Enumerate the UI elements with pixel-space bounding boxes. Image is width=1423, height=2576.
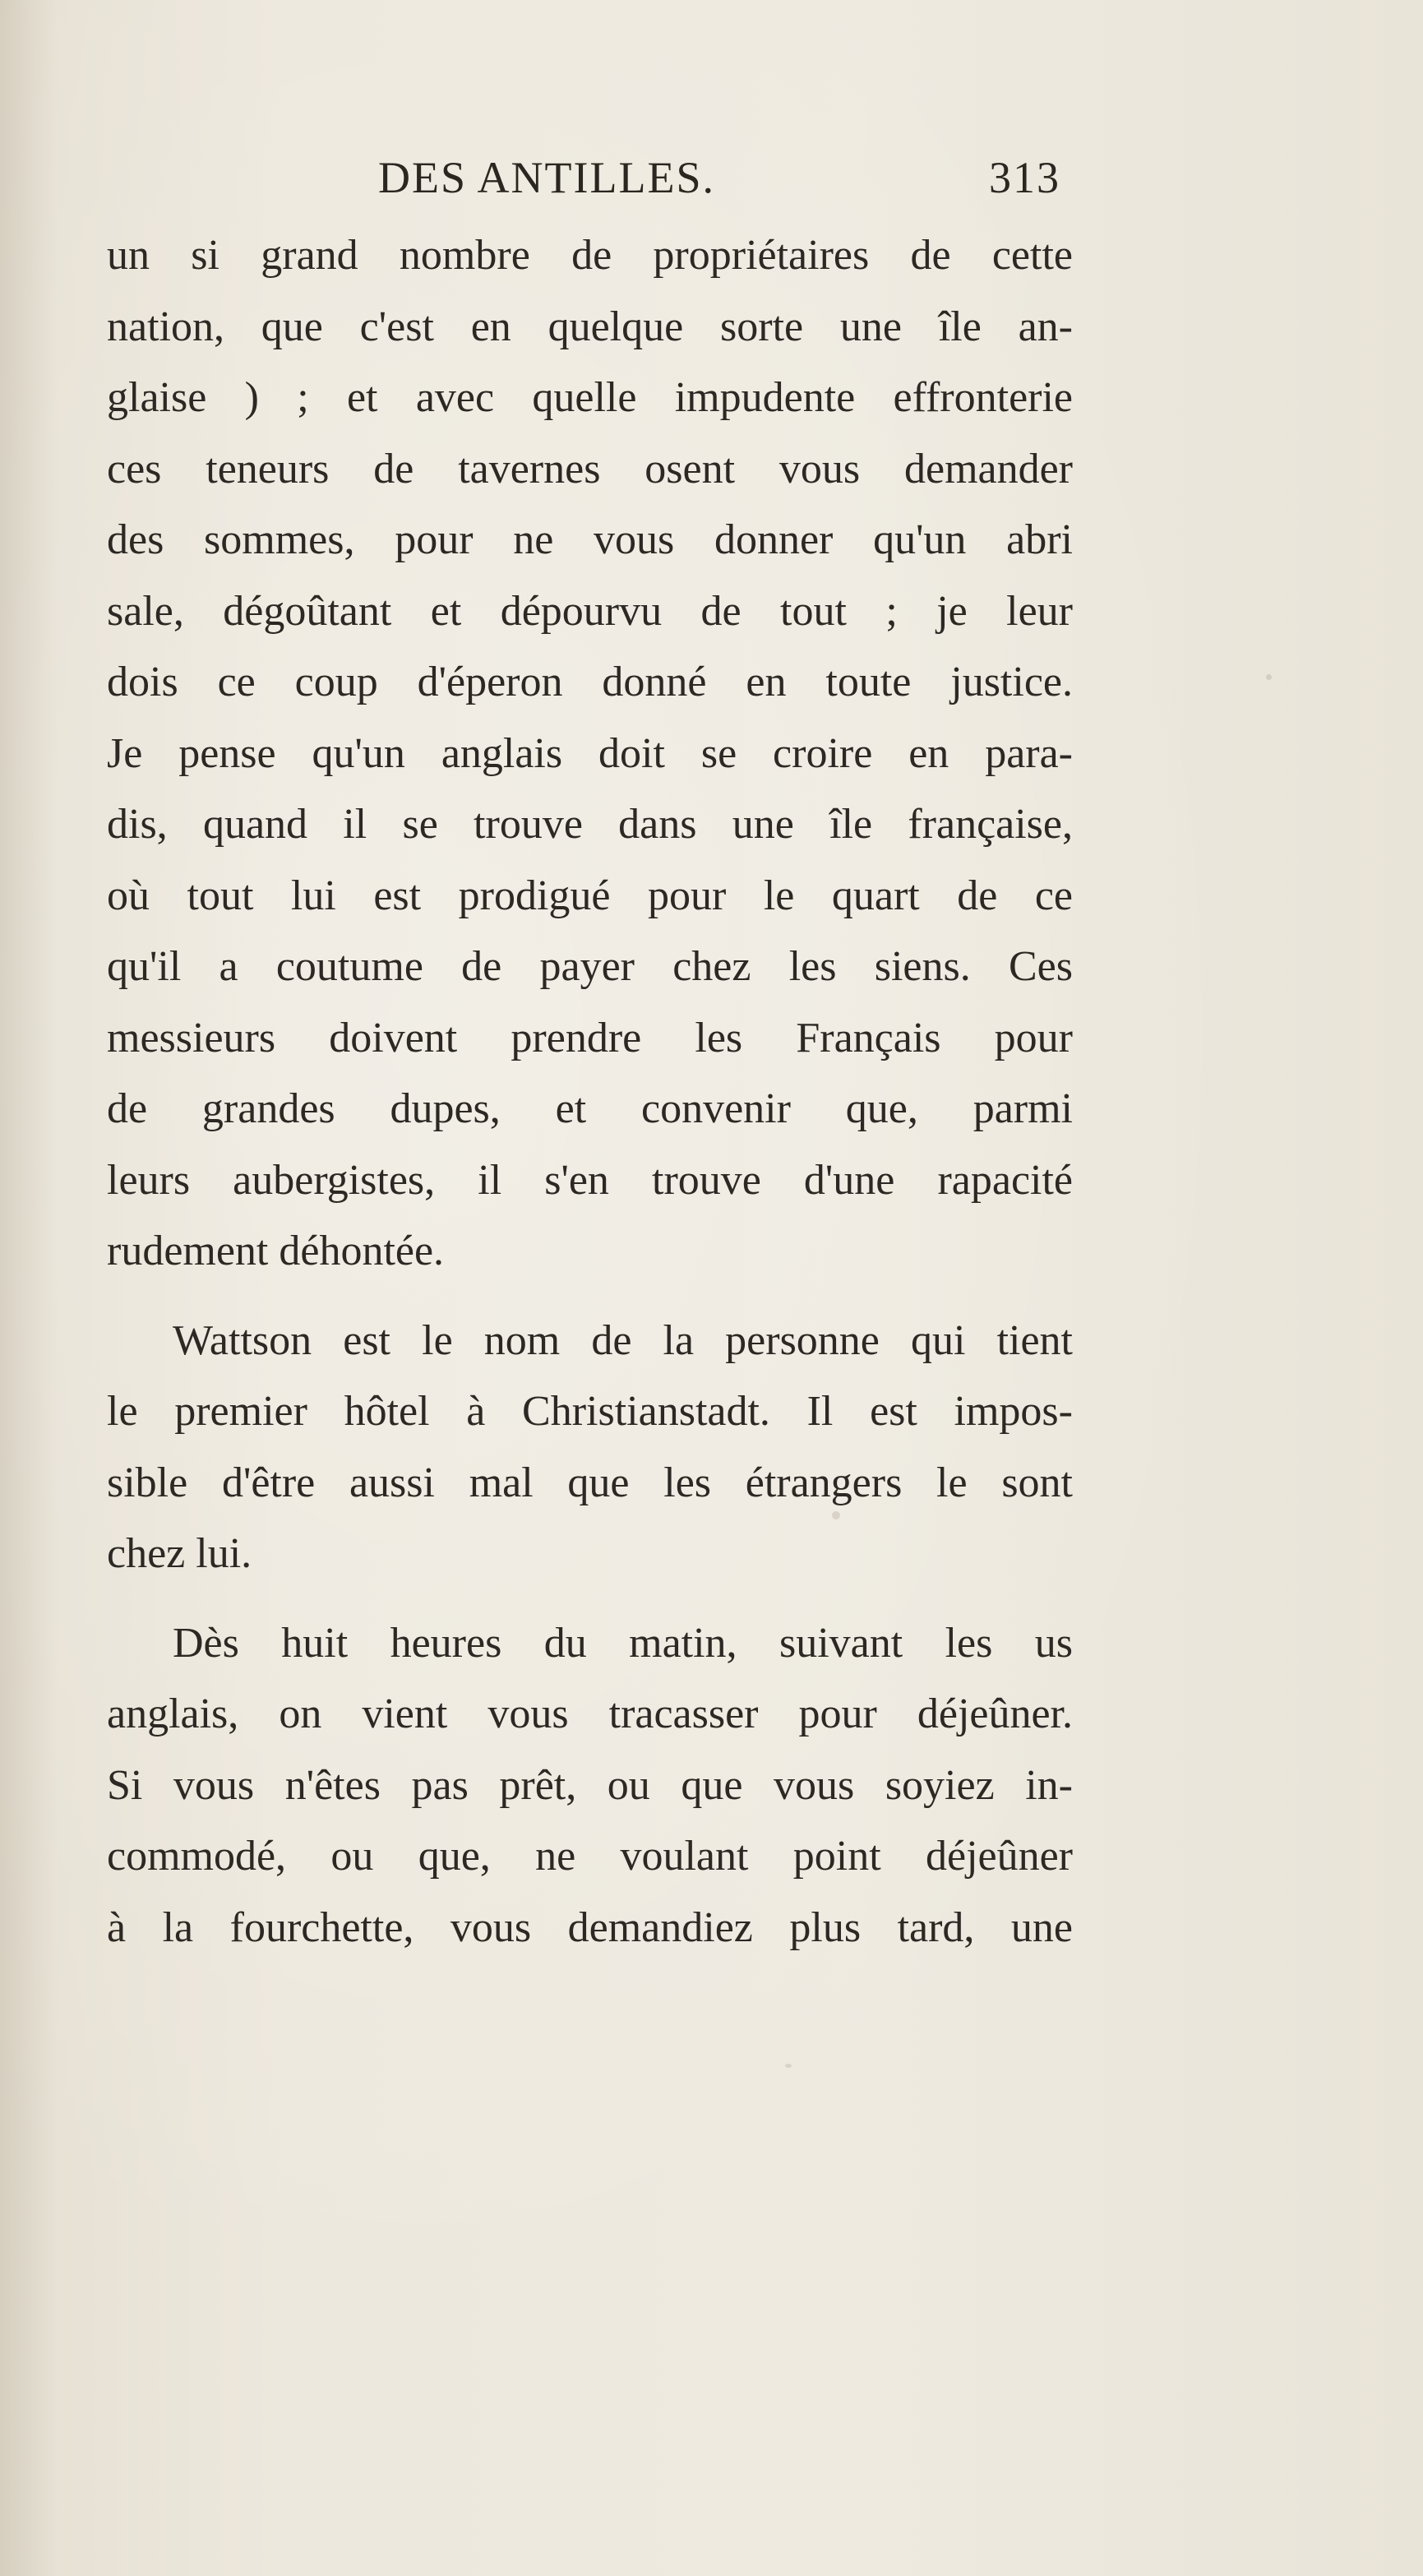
text-line: sale, dégoûtant et dépourvu de tout ; je leur — [107, 587, 1073, 635]
text-line: nation, que c'est en quelque sorte une île an- — [107, 303, 1073, 350]
text-line: de grandes dupes, et convenir que, parmi — [107, 1085, 1073, 1132]
text-line: le premier hôtel à Christianstadt. Il est impos- — [107, 1388, 1073, 1435]
body-text — [107, 220, 1073, 1963]
text-line: Dès huit heures du matin, suivant les us — [173, 1619, 1073, 1667]
text-line: Wattson est le nom de la personne qui tient — [173, 1316, 1073, 1364]
text-line: Si vous n'êtes pas prêt, ou que vous soyiez in- — [107, 1761, 1073, 1809]
text-line: chez lui. — [107, 1530, 252, 1577]
text-line: messieurs doivent prendre les Français pour — [107, 1014, 1073, 1061]
running-title: DES ANTILLES. — [378, 153, 715, 202]
paper-spot — [785, 2064, 792, 2068]
text-line: des sommes, pour ne vous donner qu'un abri — [107, 516, 1073, 563]
paper-spot — [832, 1511, 840, 1519]
page-header — [378, 152, 1060, 210]
text-line: dis, quand il se trouve dans une île française, — [107, 801, 1073, 848]
text-line: sible d'être aussi mal que les étrangers le sont — [107, 1459, 1073, 1506]
text-line: glaise ) ; et avec quelle impudente effronterie — [107, 374, 1073, 421]
text-line: qu'il a coutume de payer chez les siens. Ces — [107, 943, 1073, 990]
text-line: commodé, ou que, ne voulant point déjeûner — [107, 1833, 1073, 1880]
text-line: leurs aubergistes, il s'en trouve d'une rapacité — [107, 1156, 1073, 1204]
gutter-shadow — [0, 0, 58, 2576]
text-line: à la fourchette, vous demandiez plus tard, une — [107, 1903, 1073, 1951]
text-line: un si grand nombre de propriétaires de cette — [107, 232, 1073, 279]
page-number: 313 — [989, 153, 1060, 202]
paragraph — [107, 220, 1073, 1288]
text-line: ces teneurs de tavernes osent vous demander — [107, 445, 1073, 493]
text-line: dois ce coup d'éperon donné en toute justice. — [107, 659, 1073, 705]
text-line: Je pense qu'un anglais doit se croire en para- — [107, 729, 1073, 777]
text-line: anglais, on vient vous tracasser pour déjeûner. — [107, 1690, 1073, 1737]
paragraph — [107, 1608, 1073, 1964]
text-line: rudement déhontée. — [107, 1228, 445, 1274]
paragraph — [107, 1306, 1073, 1590]
paper-spot — [1266, 674, 1272, 680]
text-line: où tout lui est prodigué pour le quart de ce — [107, 872, 1073, 919]
